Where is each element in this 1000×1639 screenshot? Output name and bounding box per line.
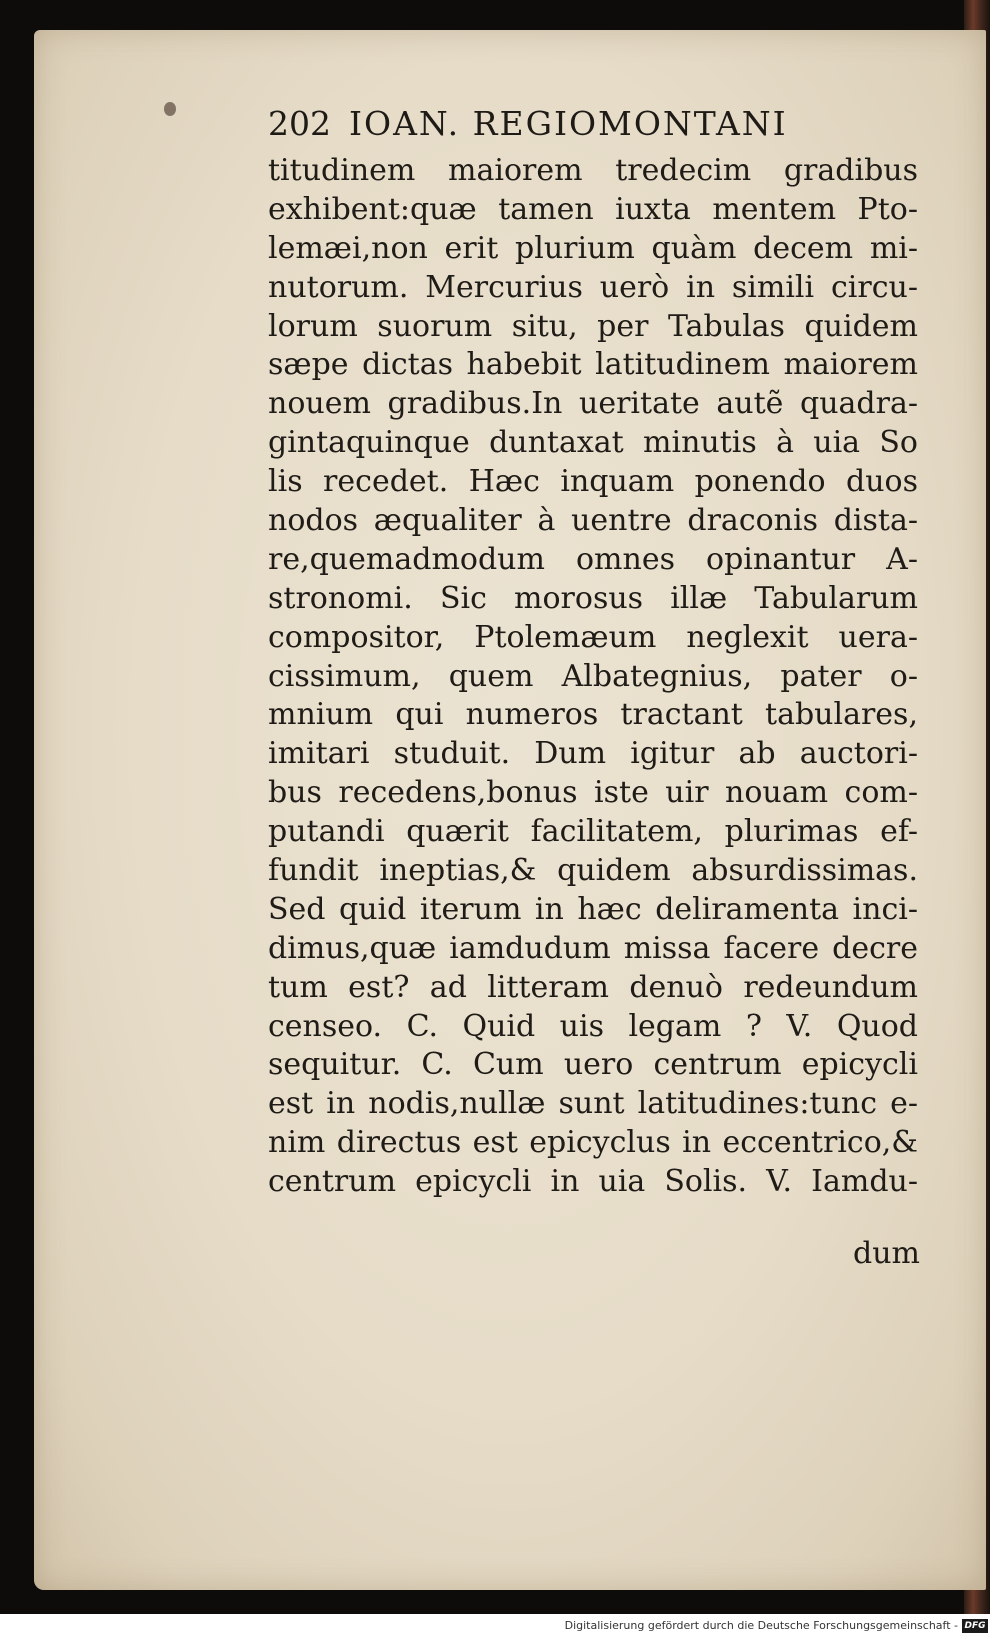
text-line: nutorum. Mercurius uerò in simili circu- bbox=[268, 269, 918, 305]
text-line: lorum suorum situ, per Tabulas quidem bbox=[268, 308, 918, 344]
catchword: dum bbox=[853, 1236, 920, 1271]
text-line: titudinem maiorem tredecim gradibus bbox=[268, 153, 918, 188]
running-head bbox=[268, 104, 908, 148]
text-line: fundit ineptias,& quidem absurdissimas. bbox=[268, 853, 918, 889]
running-title: IOAN. REGIOMONTANI bbox=[349, 104, 788, 143]
ink-spot bbox=[164, 102, 176, 116]
text-line: nodos æqualiter à uentre draconis dista- bbox=[268, 503, 918, 539]
text-line: sæpe dictas habebit latitudinem maiorem bbox=[268, 347, 918, 383]
text-line: dimus,quæ iamdudum missa facere decre bbox=[268, 930, 918, 966]
text-line: lis recedet. Hæc inquam ponendo duos bbox=[268, 464, 918, 500]
text-line: cissimum, quem Albategnius, pater o- bbox=[268, 658, 918, 694]
text-line: gintaquinque duntaxat minutis à uia So bbox=[268, 425, 918, 461]
text-line: re,quemadmodum omnes opinantur A- bbox=[268, 541, 918, 577]
text-line: nouem gradibus.In ueritate autẽ quadra- bbox=[268, 386, 918, 422]
text-line: compositor, Ptolemæum neglexit uera- bbox=[268, 619, 918, 655]
text-line: sequitur. C. Cum uero centrum epicycli bbox=[268, 1047, 918, 1083]
page-number: 202 bbox=[268, 104, 331, 143]
text-line: exhibent:quæ tamen iuxta mentem Pto- bbox=[268, 191, 918, 227]
text-line: mnium qui numeros tractant tabulares, bbox=[268, 697, 918, 733]
text-line: bus recedens,bonus iste uir nouam com- bbox=[268, 775, 918, 811]
text-line: nim directus est epicyclus in eccentrico,& bbox=[268, 1125, 918, 1161]
text-line: tum est? ad litteram denuò redeundum bbox=[268, 969, 918, 1005]
dfg-logo: DFG bbox=[962, 1619, 988, 1633]
text-line: centrum epicycli in uia Solis. V. Iamdu- bbox=[268, 1164, 918, 1200]
body-text bbox=[268, 152, 918, 1202]
text-line: imitari studuit. Dum igitur ab auctori- bbox=[268, 736, 918, 772]
text-line: lemæi,non erit plurium quàm decem mi- bbox=[268, 230, 918, 266]
text-line: Sed quid iterum in hæc deliramenta inci- bbox=[268, 891, 918, 927]
funding-credit: Digitalisierung gefördert durch die Deutsche Forschungsgemeinschaft - bbox=[564, 1619, 958, 1632]
text-line: est in nodis,nullæ sunt latitudines:tunc e- bbox=[268, 1086, 918, 1122]
text-line: stronomi. Sic morosus illæ Tabularum bbox=[268, 580, 918, 616]
text-line: putandi quærit facilitatem, plurimas ef- bbox=[268, 814, 918, 850]
text-line: censeo. C. Quid uis legam ? V. Quod bbox=[268, 1008, 918, 1044]
